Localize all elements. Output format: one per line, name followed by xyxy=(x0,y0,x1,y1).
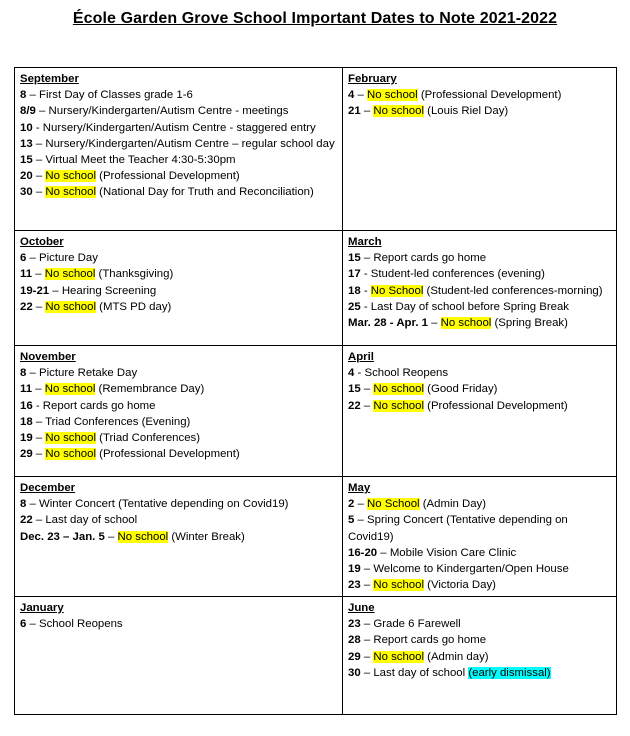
date-entry xyxy=(20,381,337,397)
no-school-highlight: No school xyxy=(373,650,424,663)
month-heading: April xyxy=(348,351,374,363)
date-entry xyxy=(348,365,611,381)
entry-separator: – xyxy=(360,579,374,592)
date-entry xyxy=(20,184,337,200)
month-heading: February xyxy=(348,73,397,85)
entry-date: 18 xyxy=(348,284,361,297)
entry-description: (National Day for Truth and Reconciliation) xyxy=(96,186,314,199)
entry-description: (Admin day) xyxy=(424,650,489,663)
entry-description: (Professional Development) xyxy=(417,89,562,102)
date-entry xyxy=(20,87,337,103)
entry-separator: – xyxy=(354,89,368,102)
entry-separator: – xyxy=(32,415,46,428)
entry-description: (Winter Break) xyxy=(168,530,245,543)
entry-separator: – xyxy=(104,530,118,543)
entry-date: 19 xyxy=(348,563,361,576)
date-entry xyxy=(348,87,611,103)
date-entry xyxy=(20,283,337,299)
entry-date: 30 xyxy=(20,186,33,199)
entry-date: 16-20 xyxy=(348,546,378,559)
entry-description: (Remembrance Day) xyxy=(95,383,205,396)
date-entry xyxy=(348,649,611,665)
date-entry xyxy=(348,561,611,577)
month-cell-december xyxy=(15,477,343,597)
date-entry xyxy=(20,430,337,446)
entry-date: 11 xyxy=(20,383,33,396)
entry-description: Nursery/Kindergarten/Autism Centre - staggered entry xyxy=(42,121,316,134)
entry-description: Virtual Meet the Teacher 4:30-5:30pm xyxy=(45,154,236,167)
entry-separator: – xyxy=(377,546,390,559)
no-school-highlight: No school xyxy=(44,268,96,281)
table-row xyxy=(15,477,617,597)
month-heading: October xyxy=(20,236,64,248)
month-cell-november xyxy=(15,346,343,477)
entry-description: School Reopens xyxy=(39,618,123,631)
date-entry xyxy=(348,616,611,632)
no-school-highlight: No School xyxy=(370,284,424,297)
entry-date: 22 xyxy=(20,514,33,527)
month-cell-may xyxy=(343,477,617,597)
month-heading: January xyxy=(20,602,64,614)
month-cell-january xyxy=(15,597,343,715)
entry-date: 2 xyxy=(348,498,355,511)
entry-date: Dec. 23 – Jan. 5 xyxy=(20,530,105,543)
entry-description: Nursery/Kindergarten/Autism Centre - meetings xyxy=(48,105,289,118)
entry-separator: – xyxy=(360,252,374,265)
entry-separator: - xyxy=(360,268,371,281)
entry-description: (Student-led conferences-morning) xyxy=(423,284,603,297)
entry-date: 15 xyxy=(348,252,361,265)
entry-description: Mobile Vision Care Clinic xyxy=(389,546,517,559)
entry-description: (MTS PD day) xyxy=(96,300,172,313)
date-entry xyxy=(348,496,611,512)
entry-separator: – xyxy=(354,514,368,527)
entry-separator: – xyxy=(32,186,46,199)
entry-description: (Professional Development) xyxy=(96,448,240,461)
date-entry xyxy=(348,266,611,282)
entry-date: 10 xyxy=(20,121,33,134)
entry-date: 22 xyxy=(20,300,33,313)
entry-separator: – xyxy=(32,432,46,445)
date-entry xyxy=(348,665,611,681)
entry-date: 25 xyxy=(348,300,361,313)
entry-description: (Thanksgiving) xyxy=(95,268,174,281)
no-school-highlight: No school xyxy=(45,186,96,199)
entry-separator: – xyxy=(360,618,374,631)
entry-description: Picture Day xyxy=(39,252,98,265)
entry-description: Spring Concert (Tentative depending on Covid19) xyxy=(348,514,568,543)
entry-separator: – xyxy=(32,137,46,150)
entry-description: (Triad Conferences) xyxy=(96,432,201,445)
entry-separator: – xyxy=(26,367,40,380)
entry-separator: – xyxy=(360,105,374,118)
date-entry xyxy=(348,283,611,299)
entry-description: (Good Friday) xyxy=(424,383,498,396)
date-entry xyxy=(348,250,611,266)
entry-separator: – xyxy=(35,105,49,118)
date-entry xyxy=(20,136,337,152)
entry-separator: - xyxy=(354,367,365,380)
entry-separator: – xyxy=(32,383,45,396)
date-entry xyxy=(348,315,611,331)
entry-separator: - xyxy=(32,399,43,412)
entry-separator: – xyxy=(32,448,46,461)
entry-date: 29 xyxy=(348,650,361,663)
entry-description: School Reopens xyxy=(364,367,449,380)
entry-date: 4 xyxy=(348,367,355,380)
entry-separator: – xyxy=(32,300,46,313)
entry-separator: – xyxy=(32,268,45,281)
entry-date: 17 xyxy=(348,268,361,281)
date-entry xyxy=(20,496,337,512)
date-entry xyxy=(20,414,337,430)
month-cell-september xyxy=(15,68,343,231)
entry-separator: – xyxy=(49,284,62,297)
entry-date: 23 xyxy=(348,618,361,631)
entry-description: (Professional Development) xyxy=(96,170,240,183)
entry-date: 8 xyxy=(20,89,27,102)
entry-description: Last Day of school before Spring Break xyxy=(370,300,569,313)
entry-separator: – xyxy=(360,650,374,663)
date-entry xyxy=(348,398,611,414)
entry-date: 11 xyxy=(20,268,33,281)
date-entry xyxy=(20,616,337,632)
entry-date: 5 xyxy=(348,514,355,527)
page-title: École Garden Grove School Important Dates to Note 2021-2022 xyxy=(72,10,558,27)
entry-date: 6 xyxy=(20,618,27,631)
table-row xyxy=(15,68,617,231)
entry-description: (Admin Day) xyxy=(419,498,487,511)
no-school-highlight: No School xyxy=(367,498,420,511)
entry-date: 30 xyxy=(348,666,361,679)
entry-separator: – xyxy=(360,634,374,647)
entry-separator: - xyxy=(360,284,371,297)
entry-description: Picture Retake Day xyxy=(39,367,138,380)
entry-date: 21 xyxy=(348,105,361,118)
entry-date: 22 xyxy=(348,399,361,412)
entry-description: (Louis Riel Day) xyxy=(424,105,509,118)
entry-date: 19 xyxy=(20,432,33,445)
date-entry xyxy=(20,103,337,119)
date-entry xyxy=(20,168,337,184)
entry-description: Report cards go home xyxy=(373,634,487,647)
month-heading: March xyxy=(348,236,382,248)
date-entry xyxy=(348,381,611,397)
no-school-highlight: No school xyxy=(373,399,424,412)
no-school-highlight: No school xyxy=(373,105,424,118)
no-school-highlight: No school xyxy=(45,300,96,313)
no-school-highlight: No school xyxy=(373,579,424,592)
entry-date: 18 xyxy=(20,415,33,428)
entry-separator: – xyxy=(32,514,46,527)
entry-separator: – xyxy=(32,170,46,183)
entry-description: Grade 6 Farewell xyxy=(373,618,461,631)
important-dates-table xyxy=(14,67,617,715)
month-cell-march xyxy=(343,231,617,346)
entry-separator: – xyxy=(427,317,441,330)
no-school-highlight: No school xyxy=(44,383,96,396)
entry-description: Report cards go home xyxy=(373,252,487,265)
entry-date: 28 xyxy=(348,634,361,647)
entry-description: Winter Concert (Tentative depending on Covid19) xyxy=(39,498,289,511)
date-entry xyxy=(20,120,337,136)
entry-separator: - xyxy=(32,121,43,134)
table-row xyxy=(15,597,617,715)
entry-separator: – xyxy=(26,498,40,511)
date-entry xyxy=(348,299,611,315)
entry-date: 20 xyxy=(20,170,33,183)
month-cell-february xyxy=(343,68,617,231)
entry-date: 29 xyxy=(20,448,33,461)
entry-separator: – xyxy=(26,252,40,265)
month-heading: May xyxy=(348,482,371,494)
entry-date: 6 xyxy=(20,252,27,265)
month-heading: September xyxy=(20,73,79,85)
entry-description: Triad Conferences (Evening) xyxy=(45,415,191,428)
month-heading: November xyxy=(20,351,76,363)
entry-date: 8/9 xyxy=(20,105,36,118)
month-heading: December xyxy=(20,482,76,494)
date-entry xyxy=(348,512,611,544)
date-entry xyxy=(20,365,337,381)
entry-description: Welcome to Kindergarten/Open House xyxy=(373,563,569,576)
entry-date: 15 xyxy=(20,154,33,167)
no-school-highlight: No school xyxy=(117,530,169,543)
no-school-highlight: No school xyxy=(45,432,96,445)
entry-separator: - xyxy=(360,300,371,313)
date-entry xyxy=(20,398,337,414)
entry-date: 13 xyxy=(20,137,33,150)
month-cell-october xyxy=(15,231,343,346)
entry-separator: – xyxy=(26,618,40,631)
date-entry xyxy=(348,545,611,561)
entry-separator: – xyxy=(32,154,46,167)
entry-date: 4 xyxy=(348,89,355,102)
entry-description: Report cards go home xyxy=(42,399,156,412)
entry-separator: – xyxy=(360,666,374,679)
entry-date: 8 xyxy=(20,367,27,380)
entry-separator: – xyxy=(26,89,40,102)
entry-date: 19-21 xyxy=(20,284,50,297)
date-entry xyxy=(20,446,337,462)
entry-description: (Professional Development) xyxy=(424,399,568,412)
table-row xyxy=(15,346,617,477)
no-school-highlight: No school xyxy=(45,170,96,183)
entry-description: Hearing Screening xyxy=(61,284,157,297)
date-entry xyxy=(348,103,611,119)
date-entry xyxy=(20,529,337,545)
entry-description: Last day of school xyxy=(45,514,138,527)
no-school-highlight: No school xyxy=(367,89,418,102)
date-entry xyxy=(20,512,337,528)
entry-description: Last day of school xyxy=(373,666,469,679)
entry-separator: – xyxy=(360,563,374,576)
no-school-highlight: No school xyxy=(45,448,96,461)
month-heading: June xyxy=(348,602,375,614)
entry-date: 8 xyxy=(20,498,27,511)
no-school-highlight: No school xyxy=(440,317,492,330)
month-cell-june xyxy=(343,597,617,715)
entry-separator: – xyxy=(360,399,374,412)
entry-date: 16 xyxy=(20,399,33,412)
entry-description: Student-led conferences (evening) xyxy=(370,268,545,281)
entry-separator: – xyxy=(354,498,368,511)
month-cell-april xyxy=(343,346,617,477)
entry-date: Mar. 28 - Apr. 1 xyxy=(348,317,428,330)
date-entry xyxy=(20,152,337,168)
entry-description: (Victoria Day) xyxy=(424,579,496,592)
date-entry xyxy=(20,250,337,266)
table-row xyxy=(15,231,617,346)
entry-separator: – xyxy=(360,383,374,396)
date-entry xyxy=(20,299,337,315)
date-entry xyxy=(348,577,611,593)
entry-date: 15 xyxy=(348,383,361,396)
entry-description: (Spring Break) xyxy=(491,317,568,330)
entry-description: Nursery/Kindergarten/Autism Centre – regular school day xyxy=(45,137,335,150)
date-entry xyxy=(348,632,611,648)
date-entry xyxy=(20,266,337,282)
no-school-highlight: No school xyxy=(373,383,424,396)
early-dismissal-highlight: (early dismissal) xyxy=(468,666,551,679)
entry-description: First Day of Classes grade 1-6 xyxy=(39,89,193,102)
entry-date: 23 xyxy=(348,579,361,592)
